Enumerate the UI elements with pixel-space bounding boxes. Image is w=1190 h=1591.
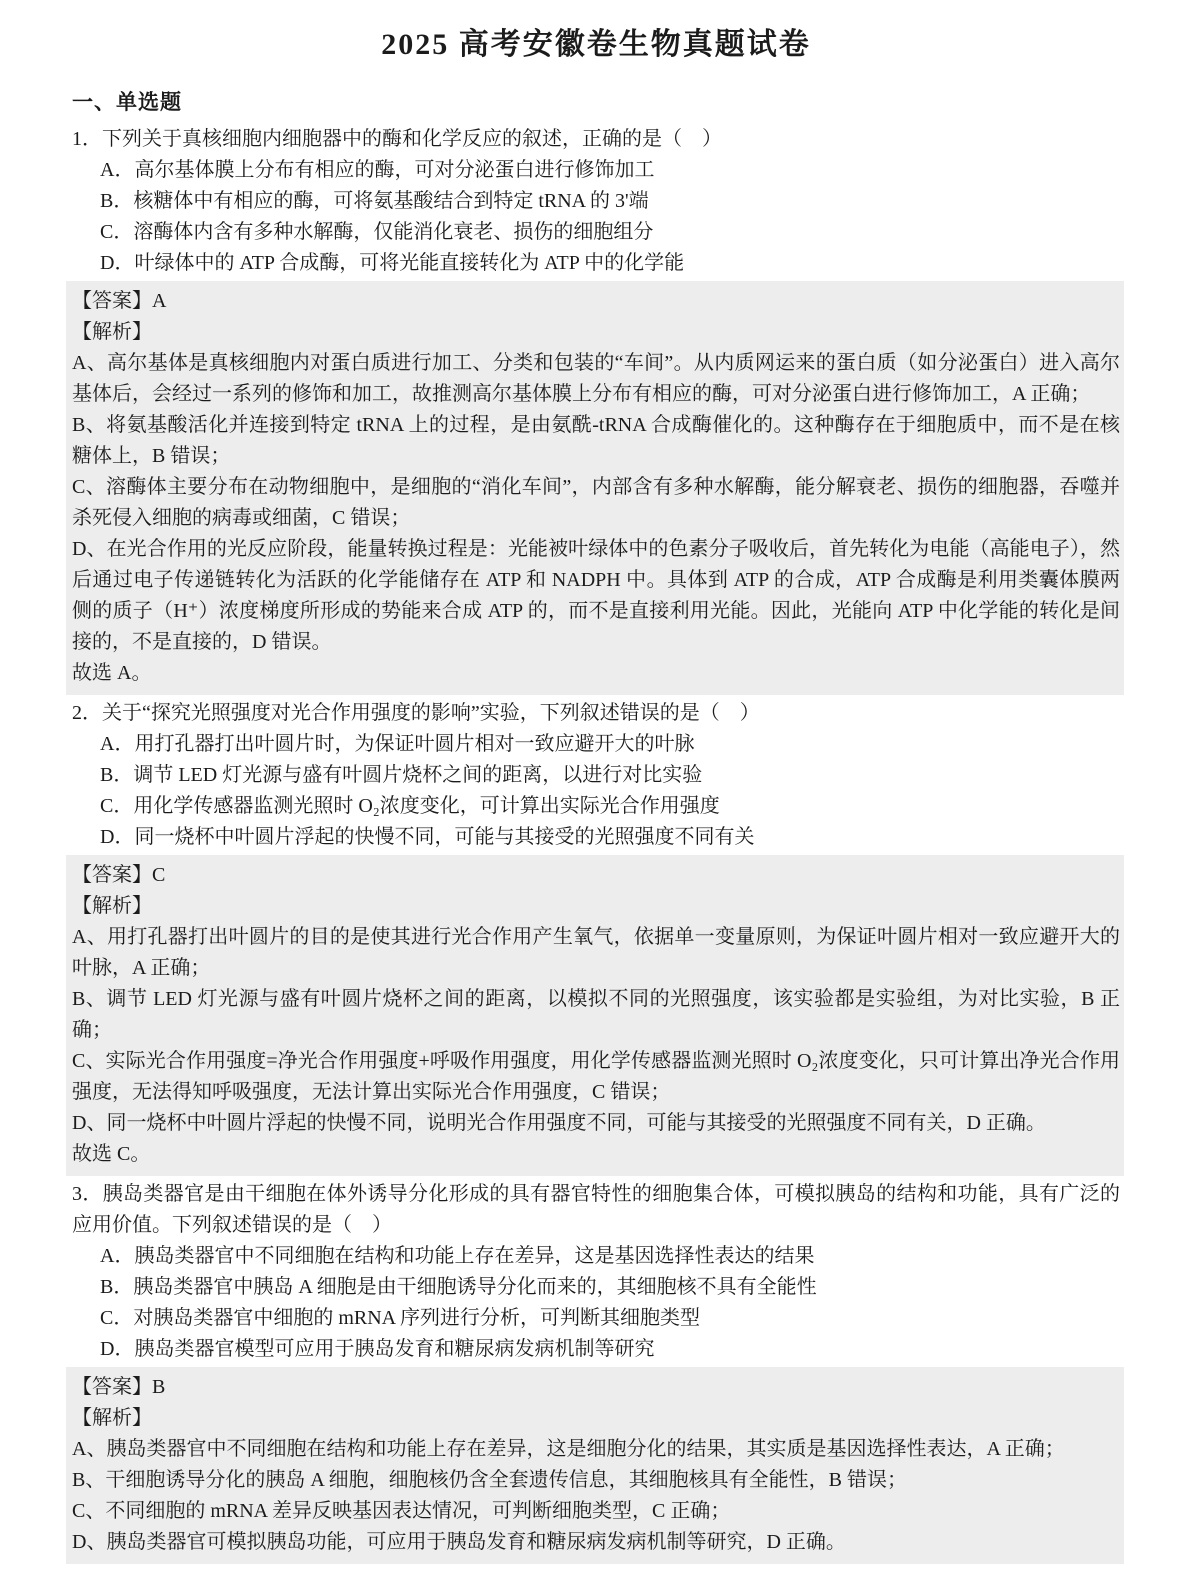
question-1-option-b: B．核糖体中有相应的酶，可将氨基酸结合到特定 tRNA 的 3'端 [100, 190, 649, 212]
question-3-stem: 3．胰岛类器官是由干细胞在体外诱导分化形成的具有器官特性的细胞集合体，可模拟胰岛的结构和功能，具有广泛的应用价值。下列叙述错误的是（ ） [72, 1183, 1120, 1236]
question-2-analysis-b: B、调节 LED 灯光源与盛有叶圆片烧杯之间的距离，以模拟不同的光照强度，该实验都是实验组，为对比实验，B 正确； [72, 988, 1120, 1041]
page-title: 2025 高考安徽卷生物真题试卷 [381, 28, 811, 61]
question-3-analysis-c: C、不同细胞的 mRNA 差异反映基因表达情况，可判断细胞类型，C 正确； [72, 1500, 731, 1522]
question-1-analysis-c: C、溶酶体主要分布在动物细胞中，是细胞的“消化车间”，内部含有多种水解酶，能分解衰老、损伤的细胞器，吞噬并杀死侵入细胞的病毒或细菌，C 错误； [72, 476, 1120, 529]
question-2-option-a: A．用打孔器打出叶圆片时，为保证叶圆片相对一致应避开大的叶脉 [100, 733, 695, 755]
question-1-analysis-a: A、高尔基体是真核细胞内对蛋白质进行加工、分类和包装的“车间”。从内质网运来的蛋白质（如分泌蛋白）进入高尔基体后，会经过一系列的修饰和加工，故推测高尔基体膜上分布有相应的酶，可对分泌蛋白进行修饰加工，A 正确； [72, 352, 1120, 405]
question-1-answer-line [72, 286, 1120, 317]
question-1-analysis-d: D、在光合作用的光反应阶段，能量转换过程是：光能被叶绿体中的色素分子吸收后，首先转化为电能（高能电子），然后通过电子传递链转化为活跃的化学能储存在 ATP 和 NADPH 中。具体到 ATP 的合成，ATP 合成酶是利用类囊体膜两侧的质子（H⁺）浓度梯度所形成的势能来合成 ATP 的，而不是直接利用光能。因此，光能向 ATP 中化学能的转化是间接的，不是直接的，D 错误。 [72, 538, 1120, 653]
question-2-analysis-d: D、同一烧杯中叶圆片浮起的快慢不同，说明光合作用强度不同，可能与其接受的光照强度不同有关，D 正确。 [72, 1112, 1046, 1134]
question-3-option-b: B．胰岛类器官中胰岛 A 细胞是由干细胞诱导分化而来的，其细胞核不具有全能性 [100, 1276, 817, 1298]
question-2-answer-panel [66, 855, 1124, 1176]
question-2-analysis-c: C、实际光合作用强度=净光合作用强度+呼吸作用强度，用化学传感器监测光照时 O₂浓度变化，只可计算出净光合作用强度，无法得知呼吸强度，无法计算出实际光合作用强度，C 错误； [72, 1050, 1120, 1103]
section-header: 一、单选题 [72, 91, 182, 114]
question-2-conclusion: 故选 C。 [72, 1143, 151, 1165]
question-2-option-c: C．用化学传感器监测光照时 O₂浓度变化，可计算出实际光合作用强度 [100, 795, 720, 817]
question-3-answer-line [72, 1372, 1120, 1403]
question-3-analysis-b: B、干细胞诱导分化的胰岛 A 细胞，细胞核仍含全套遗传信息，其细胞核具有全能性，B 错误； [72, 1469, 908, 1491]
question-2-option-b: B．调节 LED 灯光源与盛有叶圆片烧杯之间的距离，以进行对比实验 [100, 764, 703, 786]
question-3-option-a: A．胰岛类器官中不同细胞在结构和功能上存在差异，这是基因选择性表达的结果 [100, 1245, 815, 1267]
question-3-answer-panel [66, 1367, 1124, 1564]
question-1-option-a: A．高尔基体膜上分布有相应的酶，可对分泌蛋白进行修饰加工 [100, 159, 655, 181]
question-1 [72, 124, 1120, 695]
question-3-option-c: C．对胰岛类器官中细胞的 mRNA 序列进行分析，可判断其细胞类型 [100, 1307, 701, 1329]
question-1-answer-value: A [152, 290, 167, 312]
question-2-answer-line [72, 860, 1120, 891]
question-3 [72, 1179, 1120, 1564]
question-1-analysis-label: 【解析】 [72, 321, 152, 343]
question-2-answer-label: 【答案】 [72, 864, 152, 886]
question-3-answer-value: B [152, 1376, 166, 1398]
question-1-analysis-b: B、将氨基酸活化并连接到特定 tRNA 上的过程，是由氨酰-tRNA 合成酶催化的。这种酶存在于细胞质中，而不是在核糖体上，B 错误； [72, 414, 1120, 467]
question-1-option-c: C．溶酶体内含有多种水解酶，仅能消化衰老、损伤的细胞组分 [100, 221, 654, 243]
question-1-answer-panel [66, 281, 1124, 695]
question-2-analysis-label: 【解析】 [72, 895, 152, 917]
question-3-analysis-d: D、胰岛类器官可模拟胰岛功能，可应用于胰岛发育和糖尿病发病机制等研究，D 正确。 [72, 1531, 846, 1553]
question-2-answer-value: C [152, 864, 166, 886]
question-1-answer-label: 【答案】 [72, 290, 152, 312]
question-2-option-d: D．同一烧杯中叶圆片浮起的快慢不同，可能与其接受的光照强度不同有关 [100, 826, 755, 848]
question-3-option-d: D．胰岛类器官模型可应用于胰岛发育和糖尿病发病机制等研究 [100, 1338, 655, 1360]
question-1-option-d: D．叶绿体中的 ATP 合成酶，可将光能直接转化为 ATP 中的化学能 [100, 252, 685, 274]
question-1-conclusion: 故选 A。 [72, 662, 152, 684]
question-3-answer-label: 【答案】 [72, 1376, 152, 1398]
question-3-analysis-a: A、胰岛类器官中不同细胞在结构和功能上存在差异，这是细胞分化的结果，其实质是基因选择性表达，A 正确； [72, 1438, 1065, 1460]
question-1-stem: 1．下列关于真核细胞内细胞器中的酶和化学反应的叙述，正确的是（ ） [72, 128, 722, 150]
question-2 [72, 698, 1120, 1176]
question-2-stem: 2．关于“探究光照强度对光合作用强度的影响”实验，下列叙述错误的是（ ） [72, 702, 760, 724]
question-3-analysis-label: 【解析】 [72, 1407, 152, 1429]
question-2-analysis-a: A、用打孔器打出叶圆片的目的是使其进行光合作用产生氧气，依据单一变量原则，为保证叶圆片相对一致应避开大的叶脉，A 正确； [72, 926, 1120, 979]
